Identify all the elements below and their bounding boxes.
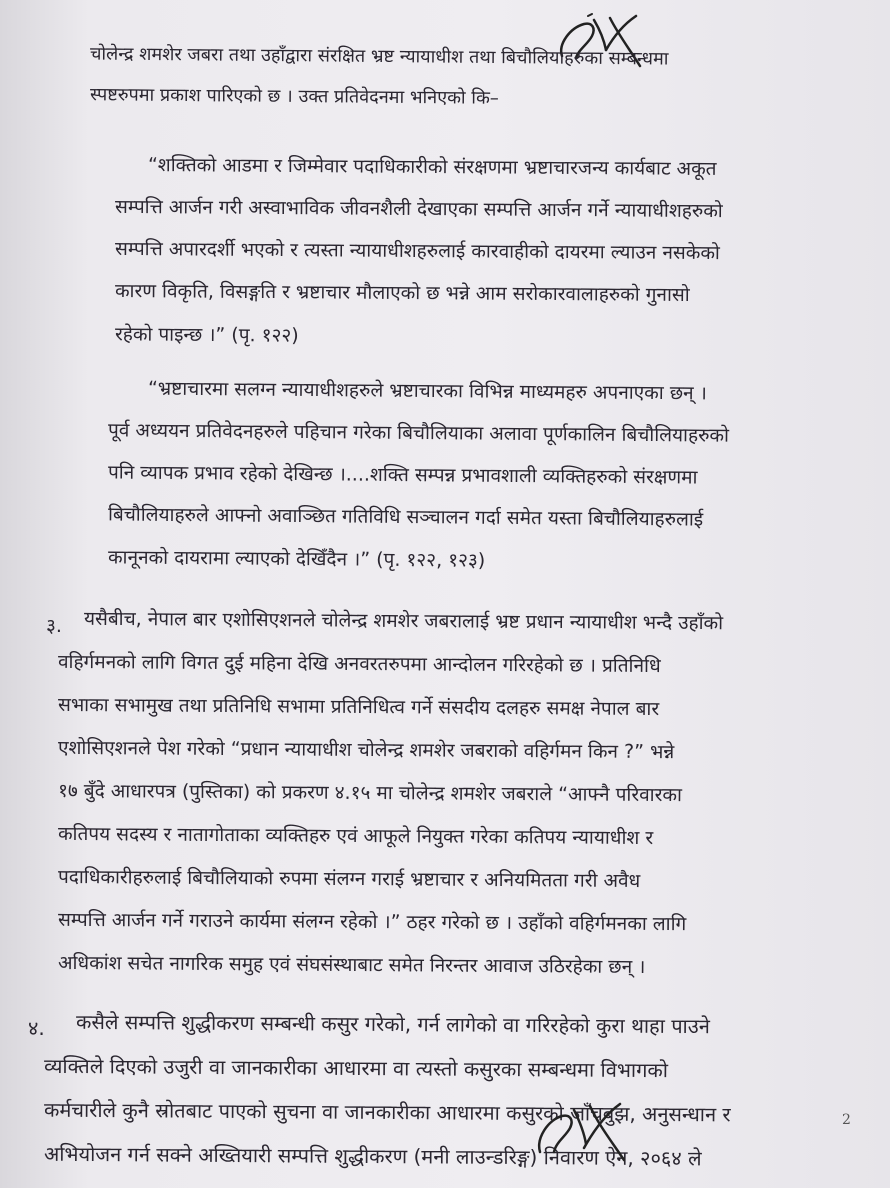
para3-line: अधिकांश सचेत नागरिक समुह एवं संघसंस्थाबाट समेत निरन्तर आवाज उठिरहेका छन् । bbox=[57, 951, 646, 979]
quote2-line: “भ्रष्टाचारमा सलग्न न्यायाधीशहरुले भ्रष्टाचारका विभिन्न माध्यमहरु अपनाएका छन् । bbox=[147, 377, 707, 405]
quote1-line: सम्पत्ति आर्जन गरी अस्वाभाविक जीवनशैली देखाएका सम्पत्ति आर्जन गर्ने न्यायाधीशहरुको bbox=[114, 195, 723, 223]
quote1-line: कारण विकृति, विसङ्गति र भ्रष्टाचार मौलाएको छ भन्ने आम सरोकारवालाहरुको गुनासो bbox=[114, 279, 690, 307]
quote1-line: रहेको पाइन्छ ।” (पृ. १२२) bbox=[114, 323, 299, 347]
para4-number: ४. bbox=[28, 1016, 45, 1040]
para4-line: कसैले सम्पत्ति शुद्धीकरण सम्बन्धी कसुर गरेको, गर्न लागेको वा गरिरहेको कुरा थाहा पाउने bbox=[75, 1009, 710, 1039]
para4-line: कर्मचारीले कुनै स्रोतबाट पाएको सुचना वा जानकारीका आधारमा कसुरको जाँचबुझ, अनुसन्धान र bbox=[43, 1097, 731, 1127]
signature-bottom bbox=[528, 1090, 638, 1170]
quote1-line: “शक्तिको आडमा र जिम्मेवार पदाधिकारीको संरक्षणमा भ्रष्टाचारजन्य कार्यबाट अकूत bbox=[147, 154, 717, 180]
para3-line: सम्पत्ति आर्जन गर्ने गराउने कार्यमा संलग्न रहेको ।” ठहर गरेको छ । उहाँको वहिर्गमनका लागि bbox=[57, 908, 687, 936]
quote2-line: पूर्व अध्ययन प्रतिवेदनहरुले पहिचान गरेका बिचौलियाका अलावा पूर्णकालिन बिचौलियाहरुको bbox=[107, 419, 730, 447]
para4-line: अभियोजन गर्न सक्ने अख्तियारी सम्पत्ति शुद्धीकरण (मनी लाउन्डरिङ्ग) निवारण ऐन, २०६४ ले bbox=[43, 1141, 702, 1171]
para3-line: कतिपय सदस्य र नातागोताका व्यक्तिहरु एवं आफूले नियुक्त गरेका कतिपय न्यायाधीश र bbox=[57, 822, 654, 850]
quote1-line: सम्पत्ति अपारदर्शी भएको र त्यस्ता न्यायाधीशहरुलाई कारवाहीको दायरमा ल्याउन नसकेको bbox=[114, 237, 720, 265]
para3-line: सभाका सभामुख तथा प्रतिनिधि सभामा प्रतिनिधित्व गर्ने संसदीय दलहरु समक्ष नेपाल बार bbox=[57, 693, 660, 721]
para3-line: वहिर्गमनको लागि विगत दुई महिना देखि अनवरतरुपमा आन्दोलन गरिरहेको छ । प्रतिनिधि bbox=[57, 650, 661, 678]
para4-line: व्यक्तिले दिएको उजुरी वा जानकारीका आधारमा वा त्यस्तो कसुरका सम्बन्धमा विभागको bbox=[43, 1053, 669, 1083]
quote2-line: कानूनको दायरामा ल्याएको देखिँदैन ।” (पृ. १२२, १२३) bbox=[107, 546, 486, 572]
para3-line: १७ बुँदे आधारपत्र (पुस्तिका) को प्रकरण ४.१५ मा चोलेन्द्र शमशेर जबराले “आफ्नै परिवारका bbox=[57, 779, 682, 807]
quote2-line: बिचौलियाहरुले आफ्नो अवाञ्छित गतिविधि सञ्चालन गर्दा समेत यस्ता बिचौलियाहरुलाई bbox=[107, 503, 704, 531]
quote2-line: पनि व्यापक प्रभाव रहेको देखिन्छ ।....शक्ति सम्पन्न प्रभावशाली व्यक्तिहरुको संरक्षणमा bbox=[107, 461, 698, 489]
page-number: 2 bbox=[842, 1112, 851, 1128]
intro-line-1: चोलेन्द्र शमशेर जबरा तथा उहाँद्वारा संरक्षित भ्रष्ट न्यायाधीश तथा बिचौलियाहरुका सम्बन्धमा bbox=[89, 43, 669, 70]
para3-line: यसैबीच, नेपाल बार एशोसिएशनले चोलेन्द्र शमशेर जबरालाई भ्रष्ट प्रधान न्यायाधीश भन्दै उहाँको bbox=[83, 607, 724, 635]
para3-line: एशोसिएशनले पेश गरेको “प्रधान न्यायाधीश चोलेन्द्र शमशेर जबराको वहिर्गमन किन ?” भन्ने bbox=[57, 736, 675, 764]
para3-number: ३. bbox=[46, 615, 62, 637]
para3-line: पदाधिकारीहरुलाई बिचौलियाको रुपमा संलग्न गराई भ्रष्टाचार र अनियमितता गरी अवैध bbox=[57, 865, 641, 893]
intro-line-2: स्पष्टरुपमा प्रकाश पारिएको छ । उक्त प्रतिवेदनमा भनिएको कि– bbox=[89, 84, 499, 109]
